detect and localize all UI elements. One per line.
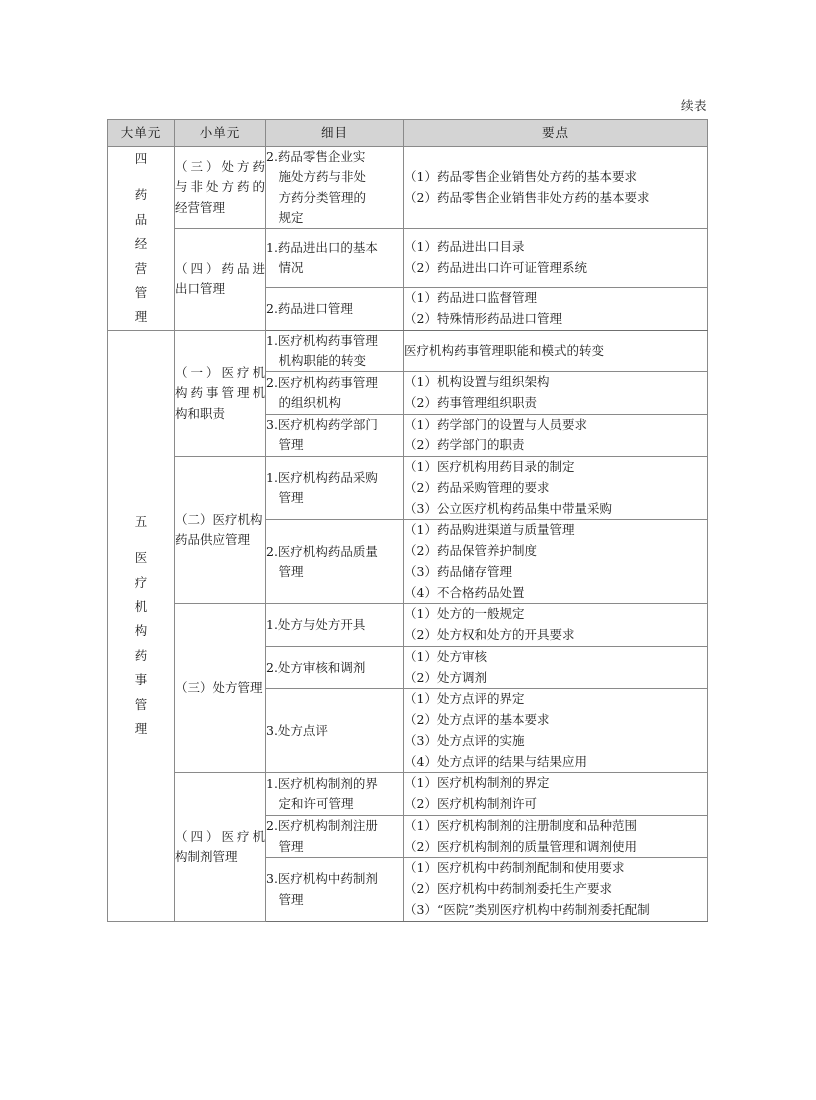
big-unit-name-char: 管: [134, 696, 148, 712]
sub-unit-line: （一）医疗机: [175, 365, 265, 380]
key-point-line: （2）药事管理组织职责: [404, 394, 537, 410]
key-points-cell: [404, 330, 708, 372]
syllabus-table-wrapper: [107, 119, 707, 922]
table-body: [108, 147, 708, 922]
key-points-cell: [404, 147, 708, 229]
key-point-line: （2）药品采购管理的要求: [404, 479, 550, 495]
table-row: [108, 604, 708, 647]
detail-cell: [266, 689, 404, 773]
key-point-line: （1）处方点评的界定: [404, 691, 525, 707]
table-header: [108, 120, 708, 147]
detail-line: 3.医疗机构中药制剂: [266, 871, 378, 887]
detail-line: 管理: [266, 437, 304, 453]
big-unit-name-char: 经: [134, 236, 148, 252]
sub-unit-line: （二）医疗机构: [175, 512, 263, 527]
key-points-cell: [404, 689, 708, 773]
key-point-line: （2）特殊情形药品进口管理: [404, 310, 562, 326]
key-point-line: （3）处方点评的实施: [404, 732, 525, 748]
key-point-line: （1）药品进出口目录: [404, 239, 525, 255]
big-unit-name-char: 医: [134, 550, 148, 566]
key-point-line: （1）处方的一般规定: [404, 606, 525, 622]
detail-line: 规定: [266, 209, 304, 225]
sub-unit-line: 药品供应管理: [175, 532, 251, 548]
key-point-line: （4）不合格药品处置: [404, 584, 525, 600]
key-point-line: （2）药学部门的职责: [404, 437, 525, 453]
detail-line: 1.医疗机构制剂的界: [266, 775, 378, 791]
key-point-line: （4）处方点评的结果与结果应用: [404, 753, 587, 769]
sub-unit-line: 构和职责: [175, 405, 226, 421]
key-points-cell: [404, 773, 708, 816]
key-point-line: （1）药学部门的设置与人员要求: [404, 416, 587, 432]
sub-unit-line: 出口管理: [175, 281, 226, 297]
detail-cell: [266, 646, 404, 689]
key-point-line: （1）医疗机构用药目录的制定: [404, 459, 575, 475]
sub-unit-line: 构药事管理机: [175, 385, 265, 401]
table-row: [108, 457, 708, 520]
big-unit-name-char: 事: [134, 672, 148, 688]
big-unit-number: 五: [134, 513, 148, 529]
key-point-line: （1）处方审核: [404, 648, 487, 664]
key-points-cell: [404, 288, 708, 331]
detail-line: 1.医疗机构药事管理: [266, 332, 378, 348]
key-point-line: （1）药品零售企业销售处方药的基本要求: [404, 168, 637, 184]
key-points-cell: [404, 646, 708, 689]
detail-line: 管理: [266, 490, 304, 506]
key-points-cell: [404, 457, 708, 520]
key-point-line: （1）医疗机构制剂的注册制度和品种范围: [404, 817, 637, 833]
sub-unit-line: 与非处方药的: [175, 179, 265, 195]
table-row: [108, 147, 708, 229]
key-point-line: （2）医疗机构中药制剂委托生产要求: [404, 881, 612, 897]
detail-cell: [266, 858, 404, 921]
detail-line: 情况: [266, 260, 304, 276]
key-point-line: （1）药品购进渠道与质量管理: [404, 522, 575, 538]
detail-line: 2.医疗机构药事管理: [266, 374, 378, 390]
column-header-sub-unit: 小单元: [175, 120, 266, 147]
detail-line: 2.医疗机构制剂注册: [266, 818, 378, 834]
column-header-detail: 细目: [266, 120, 404, 147]
detail-line: 1.处方与处方开具: [266, 617, 366, 632]
key-points-cell: [404, 604, 708, 647]
sub-unit-cell: [175, 604, 266, 773]
sub-unit-line: （三）处方药: [175, 159, 265, 175]
key-point-line: （2）医疗机构制剂许可: [404, 796, 537, 812]
key-point-line: （3）公立医疗机构药品集中带量采购: [404, 500, 612, 516]
detail-line: 3.医疗机构药学部门: [266, 417, 378, 433]
detail-line: 管理: [266, 891, 304, 907]
detail-line: 机构职能的转变: [266, 352, 367, 368]
big-unit-name-char: 疗: [134, 574, 148, 590]
sub-unit-line: （四）药品进: [175, 261, 265, 277]
detail-line: 2.处方审核和调剂: [266, 659, 366, 675]
big-unit-name-char: 品: [134, 211, 148, 227]
key-point-line: （1）医疗机构制剂的界定: [404, 775, 550, 791]
sub-unit-line: 经营管理: [175, 199, 226, 215]
detail-cell: [266, 229, 404, 288]
detail-line: 2.医疗机构药品质量: [266, 543, 378, 559]
table-header-row: [108, 120, 708, 147]
column-header-big-unit: 大单元: [108, 120, 175, 147]
detail-line: 方药分类管理的: [266, 189, 367, 205]
detail-cell: [266, 330, 404, 372]
key-point-line: （2）处方调剂: [404, 669, 487, 685]
key-points-cell: [404, 815, 708, 858]
big-unit-name-char: 构: [134, 623, 148, 639]
key-point-line: （3）药品储存管理: [404, 563, 512, 579]
big-unit-name-char: 理: [134, 309, 148, 325]
key-point-line: （2）处方权和处方的开具要求: [404, 627, 575, 643]
detail-cell: [266, 604, 404, 647]
key-point-line: （2）药品进出口许可证管理系统: [404, 260, 587, 276]
sub-unit-cell: [175, 457, 266, 604]
detail-cell: [266, 288, 404, 331]
sub-unit-cell: [175, 229, 266, 331]
detail-cell: [266, 520, 404, 604]
key-points-cell: [404, 229, 708, 288]
key-point-line: （2）处方点评的基本要求: [404, 712, 550, 728]
sub-unit-line: （四）医疗机: [175, 828, 265, 844]
big-unit-name-char: 理: [134, 720, 148, 736]
key-point-line: （1）医疗机构中药制剂配制和使用要求: [404, 860, 625, 876]
sub-unit-line: 构制剂管理: [175, 849, 238, 864]
sub-unit-cell: [175, 330, 266, 457]
detail-line: 1.医疗机构药品采购: [266, 470, 378, 485]
sub-unit-cell: [175, 147, 266, 229]
detail-line: 的组织机构: [266, 394, 342, 410]
detail-line: 3.处方点评: [266, 722, 328, 738]
table-row: [108, 229, 708, 288]
detail-cell: [266, 457, 404, 520]
detail-cell: [266, 147, 404, 229]
big-unit-cell: [108, 330, 175, 921]
big-unit-name-char: 管: [134, 284, 148, 300]
detail-line: 2.药品进口管理: [266, 300, 353, 316]
detail-cell: [266, 815, 404, 858]
key-point-line: （2）药品保管养护制度: [404, 543, 537, 559]
detail-cell: [266, 773, 404, 816]
big-unit-number: 四: [134, 151, 148, 166]
big-unit-name-char: 机: [134, 599, 148, 615]
syllabus-table: [107, 119, 708, 922]
key-points-cell: [404, 414, 708, 457]
column-header-key-points: 要点: [404, 120, 708, 147]
big-unit-name-char: 营: [134, 260, 148, 276]
continuation-label: 续表: [680, 98, 707, 113]
big-unit-cell: [108, 147, 175, 331]
sub-unit-cell: [175, 773, 266, 921]
detail-line: 定和许可管理: [266, 796, 354, 812]
detail-cell: [266, 372, 404, 415]
key-point-line: （2）药品零售企业销售非处方药的基本要求: [404, 189, 650, 205]
key-points-cell: [404, 520, 708, 604]
detail-line: 管理: [266, 838, 304, 854]
detail-line: 管理: [266, 563, 304, 579]
detail-line: 2.药品零售企业实: [266, 149, 366, 164]
table-row: [108, 330, 708, 372]
detail-line: 施处方药与非处: [266, 169, 367, 185]
key-points-cell: [404, 372, 708, 415]
key-points-cell: [404, 858, 708, 921]
table-row: [108, 773, 708, 816]
detail-line: 1.药品进出口的基本: [266, 239, 378, 255]
big-unit-name-char: 药: [134, 647, 148, 663]
key-point-line: （2）医疗机构制剂的质量管理和调剂使用: [404, 838, 637, 854]
sub-unit-line: （三）处方管理: [175, 680, 263, 696]
detail-cell: [266, 414, 404, 457]
big-unit-name-char: 药: [134, 187, 148, 203]
key-point-line: （1）药品进口监督管理: [404, 290, 537, 306]
key-point-line: （3）“医院”类别医疗机构中药制剂委托配制: [404, 901, 650, 917]
key-point-line: 医疗机构药事管理职能和模式的转变: [404, 342, 605, 358]
key-point-line: （1）机构设置与组织架构: [404, 374, 550, 390]
